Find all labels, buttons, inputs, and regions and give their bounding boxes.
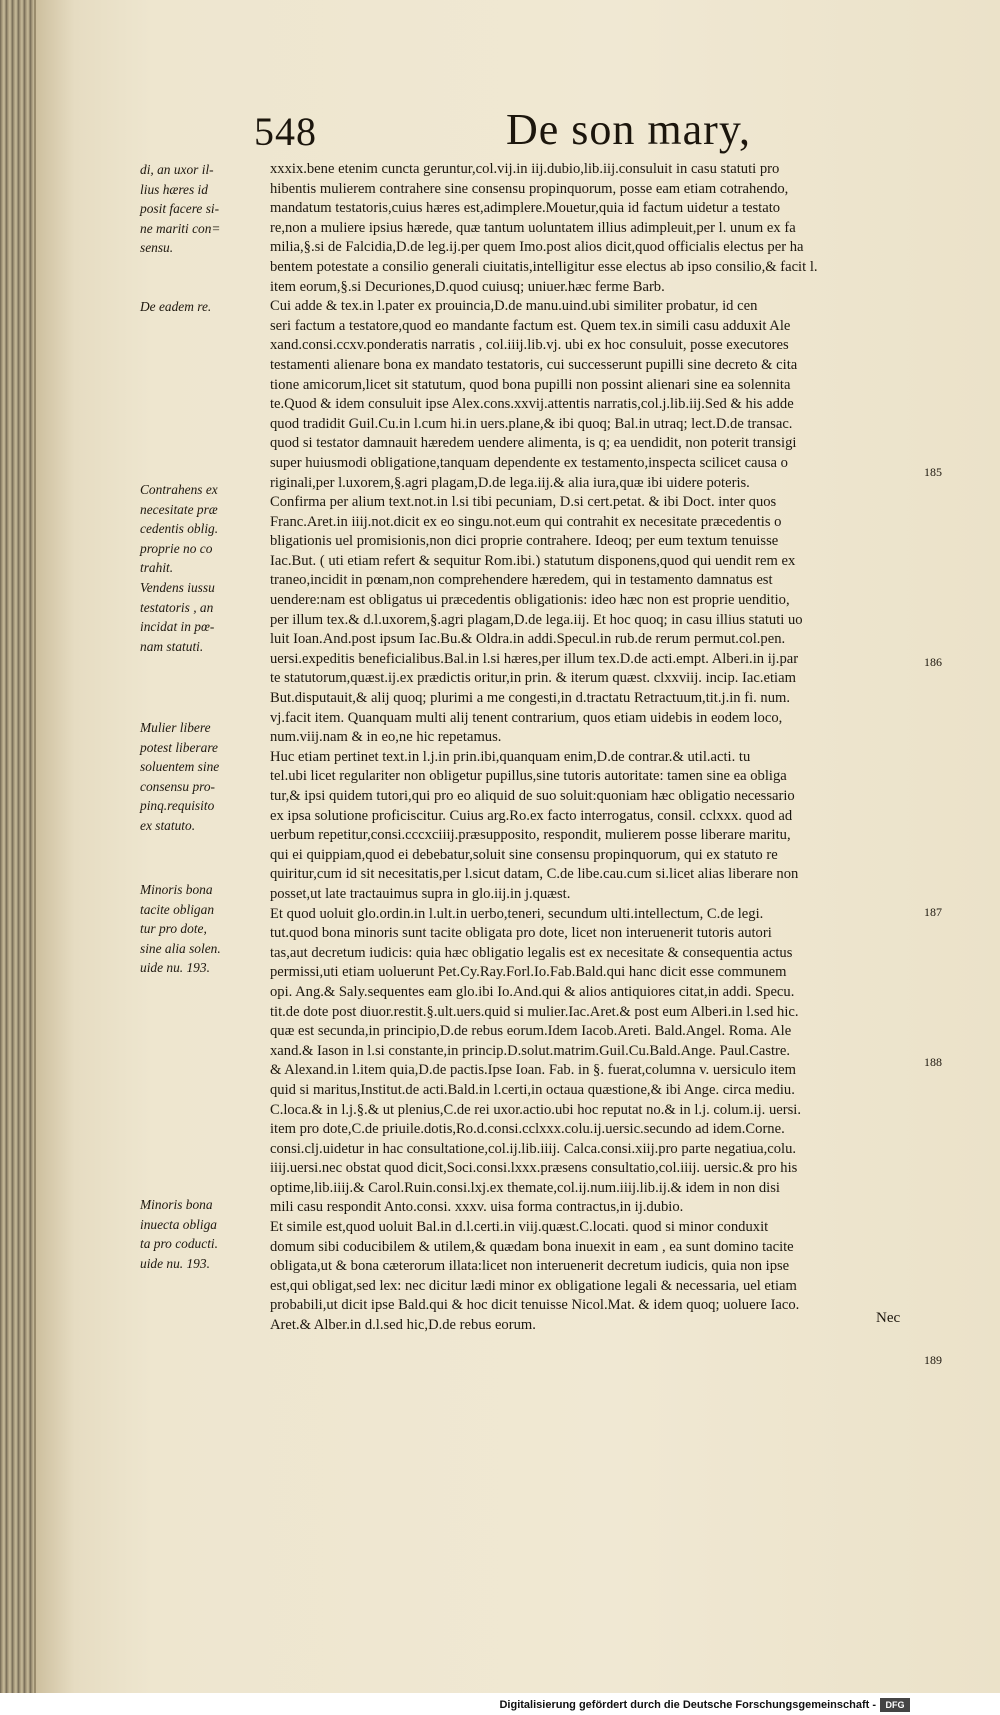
- dfg-logo: DFG: [880, 1698, 910, 1712]
- text-line: Franc.Aret.in iiij.not.dicit ex eo singu.not.eum qui contrahit ex necesitate præcedentis o: [270, 513, 782, 530]
- text-line: uersi.expeditis beneficialibus.Bal.in l.si hæres,per illum tex.D.de acti.empt. Alberi.in ij.par: [270, 650, 799, 667]
- text-line: probabili,ut dicit ipse Bald.qui & hoc dicit tenuisse Nicol.Mat. & idem quoq; uoluere Iaco.: [270, 1297, 800, 1314]
- text-line: te statutorum,quæst.ij.ex prædictis oritur,in prin. & iterum quæst. clxxviij. incip. Iac.etiam: [270, 670, 796, 687]
- text-line: qui ei quippiam,quod ei debebatur,soluit sine consensu propinquorum, qui ex statuto re: [270, 846, 778, 863]
- text-line: tel.ubi licet regulariter non obligetur pupillus,sine tutoris autoritate: tamen sine ea obliga: [270, 768, 787, 785]
- paragraph-number: 185: [924, 465, 942, 479]
- text-line: seri factum a testatore,quod eo mandante factum est. Quem tex.in simili casu adduxit Ale: [270, 317, 791, 334]
- page-header: [36, 105, 1000, 158]
- side-note: Mulier libere potest liberare soluentem sine consensu pro- pinq.requisito ex statuto.: [140, 720, 220, 833]
- text-line: Et quod uoluit glo.ordin.in l.ult.in uerbo,teneri, secundum ulti.intellectum, C.de legi.: [270, 905, 764, 922]
- text-line: permissi,uti etiam uoluerunt Pet.Cy.Ray.Forl.Io.Fab.Bald.qui hanc dicit esse communem: [270, 964, 787, 981]
- text-line: item eorum,§.si Decuriones,D.quod cuiusq; uniuer.hæc ferme Barb.: [270, 278, 665, 295]
- text-line: Huc etiam pertinet text.in l.j.in prin.ibi,quanquam enim,D.de contrar.& util.acti. tu: [270, 748, 751, 765]
- text-line: testamenti alienare bona ex mandato testatoris, cui successerunt pupilli sine decreto & cita: [270, 356, 798, 373]
- text-line: quod tradidit Guil.Cu.in l.cum hi.in uers.plane,& ibi quoq; Bal.in utraq; lect.D.de transac.: [270, 415, 793, 432]
- marginalia-column: [140, 160, 270, 1460]
- text-line: tione amicorum,licet sit statutum, quod bona pupilli non possint alienari sine ea solennita: [270, 376, 791, 393]
- text-line: mili casu respondit Anto.consi. xxxv. uisa forma contractus,in ij.dubio.: [270, 1199, 684, 1216]
- text-line: quæ est secunda,in principio,D.de rebus eorum.Idem Iacob.Areti. Bald.Angel. Roma. Ale: [270, 1023, 792, 1040]
- text-line: iiij.uersi.nec obstat quod dicit,Soci.consi.lxxx.præsens consultatio,col.iiij. uersic.& pro his: [270, 1160, 798, 1177]
- footer-bar: [0, 1693, 1000, 1715]
- text-line: uerbum repetitur,consi.cccxciiij.præsupposito, respondit, mulierem posse liberare maritu,: [270, 827, 791, 844]
- side-note: Minoris bona tacite obligan tur pro dote, sine alia solen. uide nu. 193.: [140, 882, 221, 976]
- body-text: [270, 160, 920, 1336]
- text-line: hibentis mulierem contrahere sine consensu propinquorum, posse eam etiam cotrahendo,: [270, 180, 789, 197]
- text-line: traneo,incidit in pœnam,non comprehendere hæredem, qui in testamento damnatus est: [270, 572, 773, 589]
- text-line: ex ipsa solutione proficiscitur. Cuius arg.Ro.ex facto interrogatus, consil. cclxxx. quod ad: [270, 807, 793, 824]
- text-line: opi. Ang.& Saly.sequentes eam glo.ibi Io.And.qui & alios antiquiores citat,in addi. Specu.: [270, 983, 795, 1000]
- text-line: num.viij.nam & in eo,ne hic repetamus.: [270, 729, 502, 746]
- text-line: Iac.But. ( uti etiam refert & sequitur Rom.ibi.) statutum disponens,quod qui uendit rem ex: [270, 552, 796, 569]
- text-line: But.disputauit,& alij quoq; plurimi a me congesti,in d.tractatu Retractuum,tit.j.in fi. num.: [270, 690, 791, 707]
- text-line: optime,lib.iiij.& Carol.Ruin.consi.lxj.ex themate,col.ij.num.iiij.lib.ij.& idem in non disi: [270, 1179, 780, 1196]
- side-note: De eadem re.: [140, 299, 212, 314]
- book-page: [34, 0, 1000, 1715]
- text-line: re,non a muliere ipsius hærede, quæ tantum uoluntatem illius adimpleuit,per l. unum ex fa: [270, 219, 796, 236]
- text-line: quod si testator damnauit hæredem uendere alimenta, is q; ea uendidit, non poterit transigi: [270, 435, 797, 452]
- text-line: consi.clj.uidetur in hac consultatione,col.ij.lib.iiij. Calca.consi.xiij.pro parte negatiua,colu.: [270, 1140, 797, 1157]
- text-line: tut.quod bona minoris sunt tacite obligata pro dote, licet non interuenerit tutoris autori: [270, 925, 772, 942]
- side-note: di, an uxor il- lius hæres id posit facere si- ne mariti con= sensu.: [140, 162, 221, 256]
- text-line: vj.facit item. Quanquam multi alij tenent contrarium, quos etiam uidebis in eodem loco,: [270, 709, 783, 726]
- text-line: riginali,per l.uxorem,§.agri plagam,D.de lega.iij.& alia iura,quæ ibi uidere poteris.: [270, 474, 750, 491]
- text-line: Cui adde & tex.in l.pater ex prouincia,D.de manu.uind.ubi similiter probatur, id cen: [270, 298, 758, 315]
- text-line: tas,aut decretum iudicis: quia hæc obligatio legalis est ex necesitate & consequentia actus: [270, 944, 793, 961]
- text-line: & Alexand.in l.item quia,D.de pactis.Ipse Ioan. Fab. in §. fuerat,columna v. uersiculo item: [270, 1062, 796, 1079]
- running-head: De son mary,: [506, 105, 751, 154]
- text-line: quid si maritus,Institut.de acti.Bald.in l.certi,in octaua quæstione,& ibi Ange. circa mediu.: [270, 1081, 795, 1098]
- text-line: per illum tex.& d.l.uxorem,§.agri plagam,D.de lega.iij. Et hoc quoq; in casu illius statuti uo: [270, 611, 803, 628]
- text-line: uendere:nam est obligatus ui præcedentis obligationis: ideo hæc non est proprie uenditio,: [270, 592, 790, 609]
- text-line: milia,§.si de Falcidia,D.de leg.ij.per quem Imo.post alios dicit,quod officialis electus per ha: [270, 239, 804, 256]
- catchword: Nec: [876, 1310, 901, 1326]
- paragraph-number: 186: [924, 655, 942, 669]
- paragraph-number: 189: [924, 1353, 942, 1367]
- text-line: super huiusmodi obligatione,tanquam dependente ex testamento,inspecta scilicet causa o: [270, 454, 788, 471]
- text-line: item pro dote,C.de priuile.dotis,Ro.d.consi.cclxxx.colu.ij.uersic.secundo ad idem.Corne.: [270, 1121, 785, 1138]
- text-line: Aret.& Alber.in d.l.sed hic,D.de rebus eorum.: [270, 1317, 536, 1334]
- text-line: Et simile est,quod uoluit Bal.in d.l.certi.in viij.quæst.C.locati. quod si minor conduxit: [270, 1219, 769, 1236]
- page-number: 548: [254, 109, 317, 154]
- text-line: Confirma per alium text.not.in l.si tibi pecuniam, D.si cert.petat. & ibi Doct. inter quos: [270, 494, 777, 511]
- text-line: bentem potestate a consilio generali ciuitatis,intelligitur esse electus ab ipso consilio,& facit l.: [270, 258, 818, 275]
- text-line: domum sibi coducibilem & utilem,& quædam bona inuexit in eam , ea sunt domino tacite: [270, 1238, 794, 1255]
- side-note: Contrahens ex necesitate præ cedentis oblig. proprie no co trahit. Vendens iussu testatoris , an incidat in pœ- nam statuti.: [140, 482, 219, 654]
- text-line: bligationis uel promisionis,non dici proprie contrahere. Ideoq; per eum textum tenuisse: [270, 533, 779, 550]
- text-line: xxxix.bene etenim cuncta geruntur,col.vij.in iij.dubio,lib.iij.consuluit in casu statuti pro: [270, 161, 780, 177]
- text-line: obligata,ut & bona cæterorum illata:licet non interuenerit decretum iudicis, quia non ipse: [270, 1258, 790, 1275]
- text-line: mandatum testatoris,cuius hæres est,adimplere.Mouetur,quia id factum uidetur a testato: [270, 200, 781, 217]
- side-note: Minoris bona inuecta obliga ta pro coducti. uide nu. 193.: [140, 1197, 218, 1271]
- text-line: luit Ioan.And.post ipsum Iac.Bu.& Oldra.in addi.Specul.in rub.de rerum permut.col.pen.: [270, 631, 786, 648]
- text-line: tur,& ipsi quidem tutori,qui pro eo aliquid de suo soluit:quoniam hæc obligatio necessario: [270, 788, 795, 804]
- text-line: tit.de dote post diuor.restit.§.ult.uers.quid si mulier.Iac.Aret.& post eum Alberi.in l.sed hic.: [270, 1003, 799, 1020]
- text-line: quiritur,cum id sit necesitatis,per l.sicut datam, C.de libe.cau.cum si.licet alias liberare non: [270, 866, 799, 883]
- text-line: xand.& Iason in l.si constante,in princip.D.solut.matrim.Guil.Cu.Bald.Ange. Paul.Castre.: [270, 1042, 791, 1059]
- text-line: est,qui obligat,sed lex: nec dicitur lædi minor ex obligatione legali & necessaria, uel etiam: [270, 1277, 797, 1294]
- footer-credit: Digitalisierung gefördert durch die Deutsche Forschungsgemeinschaft -: [499, 1699, 876, 1711]
- paragraph-number: 188: [924, 1055, 942, 1069]
- text-line: xand.consi.ccxv.ponderatis narratis , col.iiij.lib.vj. ubi ex hoc consuluit, posse executores: [270, 337, 789, 354]
- text-line: posset,ut late tractauimus supra in glo.iij.in j.quæst.: [270, 885, 571, 902]
- text-line: C.loca.& in l.j.§.& ut plenius,C.de rei uxor.actio.ubi hoc reputat no.& in l.j. colum.ij. uersi.: [270, 1101, 801, 1118]
- paragraph-number: 187: [924, 905, 942, 919]
- text-line: te.Quod & idem consuluit ipse Alex.cons.xxvij.attentis narratis,col.j.lib.iij.Sed & his adde: [270, 396, 794, 413]
